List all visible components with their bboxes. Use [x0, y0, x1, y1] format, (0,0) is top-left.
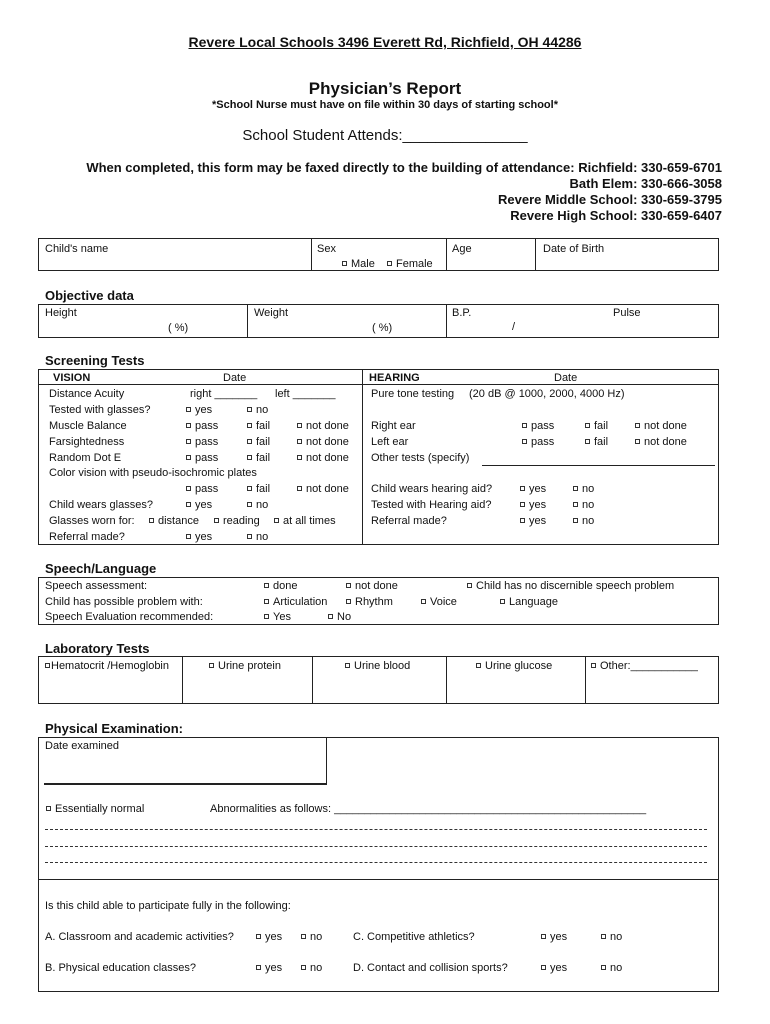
- checkbox-icon: [387, 261, 392, 266]
- checkbox-icon: [247, 534, 252, 539]
- checkbox-icon: [573, 518, 578, 523]
- worn-distance[interactable]: distance: [149, 515, 199, 527]
- left-eye-field[interactable]: left _______: [275, 388, 336, 400]
- tested-aid-no[interactable]: no: [573, 499, 594, 511]
- right-ear-pass[interactable]: pass: [522, 420, 554, 432]
- checkbox-icon: [585, 439, 590, 444]
- speech-done[interactable]: done: [264, 580, 297, 592]
- classroom-no[interactable]: no: [301, 931, 322, 943]
- date-examined-field[interactable]: Date examined: [45, 740, 119, 752]
- left-ear-pass[interactable]: pass: [522, 436, 554, 448]
- abnormalities-line-3[interactable]: [45, 862, 707, 863]
- page-subtitle: *School Nurse must have on file within 30 days of starting school*: [212, 99, 558, 111]
- color-fail[interactable]: fail: [247, 483, 270, 495]
- left-ear-fail[interactable]: fail: [585, 436, 608, 448]
- vision-referral-label: Referral made?: [49, 531, 125, 543]
- lab-heading: Laboratory Tests: [45, 641, 150, 656]
- checkbox-icon: [247, 502, 252, 507]
- other-tests-label: Other tests (specify): [371, 452, 470, 464]
- speech-not-done[interactable]: not done: [346, 580, 398, 592]
- color-pass[interactable]: pass: [186, 483, 218, 495]
- classroom-label: A. Classroom and academic activities?: [45, 931, 234, 943]
- athletics-no[interactable]: no: [601, 931, 622, 943]
- checkbox-icon: [247, 486, 252, 491]
- random-dot-not-done[interactable]: not done: [297, 452, 349, 464]
- color-not-done[interactable]: not done: [297, 483, 349, 495]
- fax-bath: Bath Elem: 330-666-3058: [569, 176, 722, 191]
- athletics-label: C. Competitive athletics?: [353, 931, 475, 943]
- hearing-referral-label: Referral made?: [371, 515, 447, 527]
- checkbox-icon: [346, 583, 351, 588]
- checkbox-icon: [500, 599, 505, 604]
- farsight-fail[interactable]: fail: [247, 436, 270, 448]
- height-percent[interactable]: ( %): [168, 322, 189, 334]
- child-name-field[interactable]: Child's name: [45, 243, 109, 255]
- urine-blood-option[interactable]: Urine blood: [345, 660, 410, 672]
- checkbox-icon: [186, 455, 191, 460]
- checkbox-icon: [209, 663, 214, 668]
- color-vision-label: Color vision with pseudo-isochromic plates: [49, 467, 257, 479]
- right-ear-not-done[interactable]: not done: [635, 420, 687, 432]
- left-ear-label: Left ear: [371, 436, 409, 448]
- hearing-aid-no[interactable]: no: [573, 483, 594, 495]
- pe-yes[interactable]: yes: [256, 962, 282, 974]
- muscle-balance-label: Muscle Balance: [49, 420, 127, 432]
- checkbox-icon: [256, 934, 261, 939]
- right-eye-field[interactable]: right _______: [190, 388, 258, 400]
- dob-field[interactable]: Date of Birth: [543, 243, 605, 255]
- abnormalities-line-1[interactable]: [45, 829, 707, 830]
- urine-protein-option[interactable]: Urine protein: [209, 660, 281, 672]
- random-dot-pass[interactable]: pass: [186, 452, 218, 464]
- checkbox-icon: [247, 407, 252, 412]
- page-title: Physician’s Report: [308, 79, 462, 98]
- checkbox-icon: [591, 663, 596, 668]
- pe-label: B. Physical education classes?: [45, 962, 197, 974]
- checkbox-icon: [520, 486, 525, 491]
- athletics-yes[interactable]: yes: [541, 931, 567, 943]
- checkbox-icon: [297, 455, 302, 460]
- contact-sports-yes[interactable]: yes: [541, 962, 567, 974]
- hearing-aid-label: Child wears hearing aid?: [371, 483, 493, 495]
- voice-option[interactable]: Voice: [421, 596, 457, 608]
- hearing-title: HEARING: [369, 372, 420, 384]
- muscle-fail[interactable]: fail: [247, 420, 270, 432]
- pure-tone-frequency: (20 dB @ 1000, 2000, 4000 Hz): [469, 388, 625, 400]
- physical-table: [38, 737, 719, 992]
- checkbox-icon: [585, 423, 590, 428]
- checkbox-icon: [573, 502, 578, 507]
- checkbox-icon: [214, 518, 219, 523]
- essentially-normal-option[interactable]: Essentially normal: [46, 803, 144, 815]
- checkbox-icon: [297, 486, 302, 491]
- tested-aid-label: Tested with Hearing aid?: [371, 499, 492, 511]
- contact-sports-no[interactable]: no: [601, 962, 622, 974]
- hearing-aid-yes[interactable]: yes: [520, 483, 546, 495]
- farsight-pass[interactable]: pass: [186, 436, 218, 448]
- checkbox-icon: [301, 965, 306, 970]
- checkbox-icon: [186, 407, 191, 412]
- checkbox-icon: [247, 455, 252, 460]
- bp-field[interactable]: B.P.: [452, 307, 472, 319]
- other-tests-field[interactable]: [482, 465, 715, 466]
- checkbox-icon: [301, 934, 306, 939]
- vision-referral-yes[interactable]: yes: [186, 531, 212, 543]
- checkbox-icon: [476, 663, 481, 668]
- checkbox-icon: [186, 502, 191, 507]
- muscle-not-done[interactable]: not done: [297, 420, 349, 432]
- age-field[interactable]: Age: [452, 243, 472, 255]
- distance-acuity-label: Distance Acuity: [49, 388, 125, 400]
- rhythm-option[interactable]: Rhythm: [346, 596, 393, 608]
- checkbox-icon: [467, 583, 472, 588]
- checkbox-icon: [520, 518, 525, 523]
- speech-eval-label: Speech Evaluation recommended:: [45, 611, 214, 623]
- checkbox-icon: [186, 534, 191, 539]
- contact-sports-label: D. Contact and collision sports?: [353, 962, 508, 974]
- possible-problem-label: Child has possible problem with:: [45, 596, 203, 608]
- vision-date[interactable]: Date: [223, 372, 247, 384]
- checkbox-icon: [274, 518, 279, 523]
- checkbox-icon: [297, 423, 302, 428]
- sex-label: Sex: [317, 243, 336, 255]
- screening-heading: Screening Tests: [45, 353, 145, 368]
- school-address: Revere Local Schools 3496 Everett Rd, Richfield, OH 44286: [188, 34, 582, 50]
- left-ear-not-done[interactable]: not done: [635, 436, 687, 448]
- checkbox-icon: [186, 439, 191, 444]
- muscle-pass[interactable]: pass: [186, 420, 218, 432]
- participate-question: Is this child able to participate fully in the following:: [45, 900, 291, 912]
- checkbox-icon: [247, 423, 252, 428]
- height-field[interactable]: Height: [45, 307, 77, 319]
- checkbox-icon: [346, 599, 351, 604]
- random-dot-label: Random Dot E: [49, 452, 122, 464]
- hearing-referral-no[interactable]: no: [573, 515, 594, 527]
- wears-glasses-yes[interactable]: yes: [186, 499, 212, 511]
- worn-reading[interactable]: reading: [214, 515, 260, 527]
- checkbox-icon: [328, 614, 333, 619]
- checkbox-icon: [256, 965, 261, 970]
- fax-high: Revere High School: 330-659-6407: [510, 208, 722, 223]
- checkbox-icon: [522, 423, 527, 428]
- urine-glucose-option[interactable]: Urine glucose: [476, 660, 552, 672]
- hearing-date[interactable]: Date: [554, 372, 578, 384]
- checkbox-icon: [345, 663, 350, 668]
- tested-aid-yes[interactable]: yes: [520, 499, 546, 511]
- objective-heading: Objective data: [45, 288, 134, 303]
- child-info-table: [38, 238, 719, 271]
- right-ear-label: Right ear: [371, 420, 416, 432]
- wears-glasses-no[interactable]: no: [247, 499, 268, 511]
- weight-field[interactable]: Weight: [254, 307, 289, 319]
- tested-glasses-yes[interactable]: yes: [186, 404, 212, 416]
- pure-tone-label: Pure tone testing: [371, 388, 455, 400]
- wears-glasses-label: Child wears glasses?: [49, 499, 153, 511]
- pulse-field[interactable]: Pulse: [613, 307, 641, 319]
- checkbox-icon: [635, 439, 640, 444]
- checkbox-icon: [573, 486, 578, 491]
- weight-percent[interactable]: ( %): [372, 322, 393, 334]
- checkbox-icon: [520, 502, 525, 507]
- physical-heading: Physical Examination:: [45, 721, 183, 736]
- checkbox-icon: [421, 599, 426, 604]
- classroom-yes[interactable]: yes: [256, 931, 282, 943]
- speech-assessment-label: Speech assessment:: [45, 580, 148, 592]
- checkbox-icon: [601, 965, 606, 970]
- checkbox-icon: [297, 439, 302, 444]
- random-dot-fail[interactable]: fail: [247, 452, 270, 464]
- bp-slash: /: [512, 321, 516, 333]
- right-ear-fail[interactable]: fail: [585, 420, 608, 432]
- school-attends-field[interactable]: School Student Attends:_______________: [242, 127, 528, 144]
- farsight-not-done[interactable]: not done: [297, 436, 349, 448]
- checkbox-icon: [635, 423, 640, 428]
- farsight-label: Farsightedness: [49, 436, 125, 448]
- abnormalities-line-2[interactable]: [45, 846, 707, 847]
- checkbox-icon: [46, 806, 51, 811]
- speech-eval-yes[interactable]: Yes: [264, 611, 291, 623]
- checkbox-icon: [342, 261, 347, 266]
- lab-other-option[interactable]: Other:___________: [591, 660, 698, 672]
- checkbox-icon: [541, 965, 546, 970]
- checkbox-icon: [522, 439, 527, 444]
- articulation-option[interactable]: Articulation: [264, 596, 327, 608]
- fax-middle: Revere Middle School: 330-659-3795: [498, 192, 722, 207]
- checkbox-icon: [541, 934, 546, 939]
- checkbox-icon: [149, 518, 154, 523]
- abnormalities-field[interactable]: Abnormalities as follows: ___________________________________________________: [210, 803, 647, 815]
- tested-glasses-no[interactable]: no: [247, 404, 268, 416]
- checkbox-icon: [601, 934, 606, 939]
- vision-title: VISION: [53, 372, 91, 384]
- checkbox-icon: [264, 583, 269, 588]
- checkbox-icon: [186, 423, 191, 428]
- checkbox-icon: [247, 439, 252, 444]
- vision-referral-no[interactable]: no: [247, 531, 268, 543]
- language-option[interactable]: Language: [500, 596, 558, 608]
- worn-all-times[interactable]: at all times: [274, 515, 336, 527]
- speech-heading: Speech/Language: [45, 561, 157, 576]
- checkbox-icon: [45, 663, 50, 668]
- glasses-worn-label: Glasses worn for:: [49, 515, 135, 527]
- female-option[interactable]: Female: [387, 258, 433, 270]
- checkbox-icon: [264, 614, 269, 619]
- speech-no-problem[interactable]: Child has no discernible speech problem: [467, 580, 674, 592]
- checkbox-icon: [186, 486, 191, 491]
- hearing-referral-yes[interactable]: yes: [520, 515, 546, 527]
- male-option[interactable]: Male: [342, 258, 375, 270]
- fax-richfield: When completed, this form may be faxed directly to the building of attendance: Richfield: 330-659-6701: [86, 160, 722, 175]
- pe-no[interactable]: no: [301, 962, 322, 974]
- checkbox-icon: [264, 599, 269, 604]
- hematocrit-option[interactable]: Hematocrit /Hemoglobin: [45, 660, 169, 672]
- speech-eval-no[interactable]: No: [328, 611, 351, 623]
- tested-glasses-label: Tested with glasses?: [49, 404, 151, 416]
